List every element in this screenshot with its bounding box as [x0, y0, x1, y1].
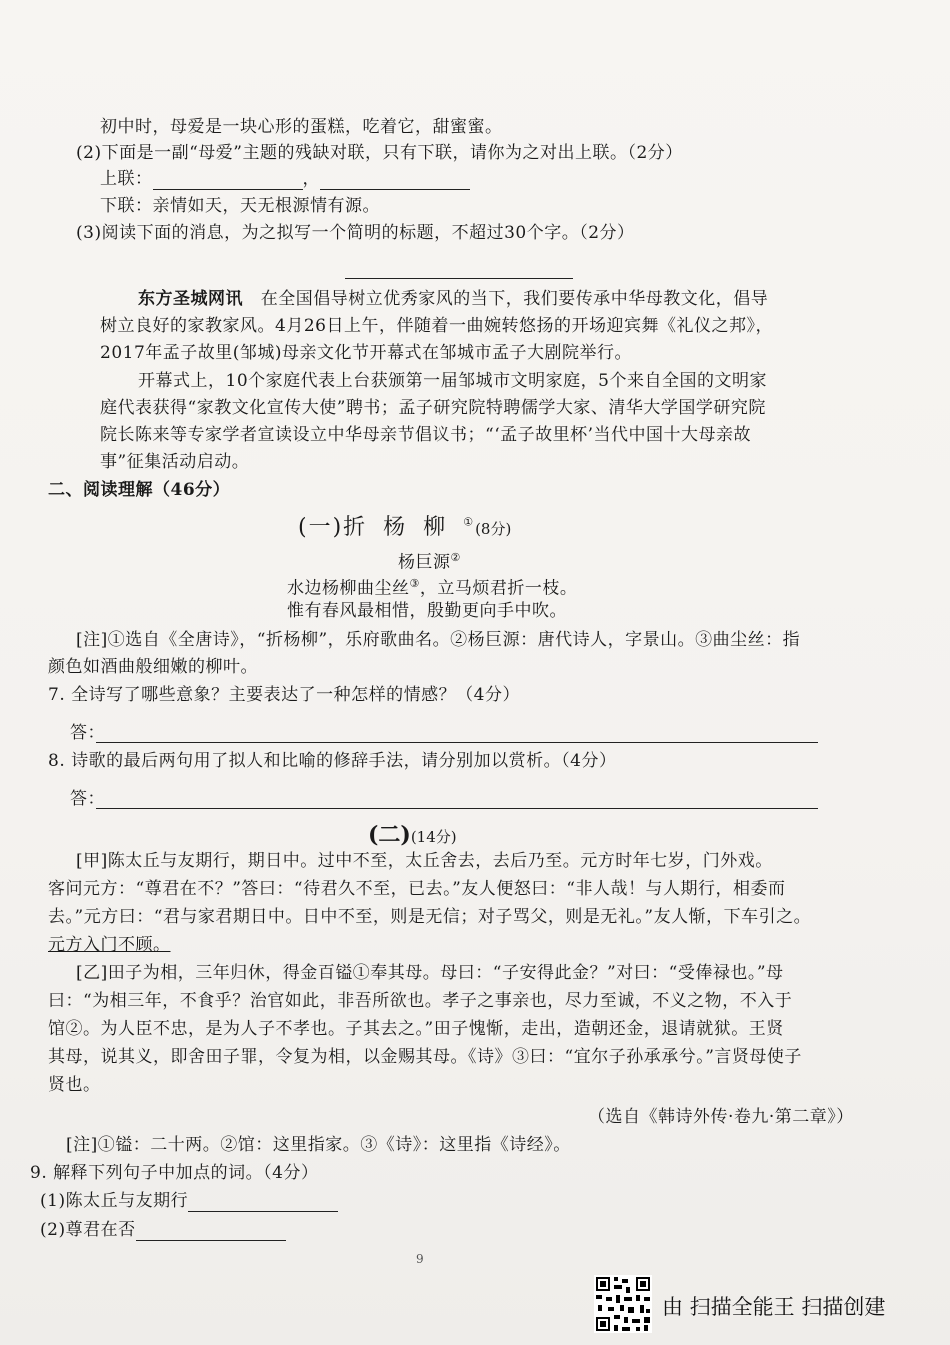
q9-2-blank[interactable]	[136, 1222, 286, 1241]
yi-line-3: 馆②。为人臣不忠，是为人子不孝也。子其去之。”田子愧惭，走出，造朝还金，退请就狱。王贤	[48, 1019, 784, 1039]
news-source: 东方圣城网讯	[138, 289, 243, 309]
question-9-1	[40, 1190, 338, 1212]
headline-answer-line[interactable]	[345, 278, 573, 279]
part-b-title	[368, 818, 457, 849]
qr-code-icon	[594, 1275, 652, 1333]
question-9: 9. 解释下列句子中加点的词。（4分）	[30, 1163, 319, 1183]
jia-line-3: 去。”元方曰：“君与家君期日中。日中不至，则是无信；对子骂父，则是无礼。”友人惭，下车引之。	[48, 907, 812, 927]
news-line-4: 开幕式上，10个家庭代表上台获颁第一届邹城市文明家庭，5个来自全国的文明家	[138, 371, 767, 391]
yi-line-5: 贤也。	[48, 1075, 101, 1095]
yi-line-2: 曰：“为相三年，不食乎？治官如此，非吾所欲也。孝子之事亲也，尽力至诚，不义之物，不入于	[48, 991, 793, 1011]
poem-author	[398, 547, 461, 574]
yi-line-1: [乙]田子为相，三年归休，得金百镒①奉其母。母曰：“子安得此金？”对曰：“受俸禄也。”母	[76, 963, 784, 983]
news-text-1: 在全国倡导树立优秀家风的当下，我们要传承中华母教文化，倡导	[260, 289, 769, 309]
news-line-5: 庭代表获得“家教文化宣传大使”聘书；孟子研究院特聘儒学大家、清华大学国学研究院	[100, 398, 766, 418]
poem-line-1b: ，立马烦君折一枝。	[419, 578, 578, 599]
poem-note-2: 颜色如酒曲般细嫩的柳叶。	[48, 657, 258, 677]
page-number: 9	[416, 1252, 424, 1266]
answer-7-label: 答：	[70, 723, 105, 743]
part-b-score: (14分)	[410, 828, 457, 846]
q9-1-blank[interactable]	[188, 1193, 338, 1212]
jia-line-4: 元方入门不顾。	[48, 935, 171, 955]
news-line-3: 2017年孟子故里(邹城)母亲文化节开幕式在邹城市孟子大剧院举行。	[100, 343, 633, 363]
question-9-2	[40, 1219, 286, 1241]
poem-name: 折杨柳	[343, 515, 464, 540]
poem-note-1: [注]①选自《全唐诗》，“折杨柳”，乐府歌曲名。②杨巨源：唐代诗人，字景山。③曲尘丝：指	[76, 630, 801, 650]
section-2-heading: 二、阅读理解（46分）	[48, 480, 231, 500]
upper-blank-1[interactable]	[153, 171, 303, 190]
jia-line-1: [甲]陈太丘与友期行，期日中。过中不至，太丘舍去，去后乃至。元方时年七岁，门外戏。	[76, 851, 773, 871]
upper-blank-2[interactable]	[320, 171, 470, 190]
poem-title	[298, 510, 511, 541]
q9-1-text: (1)陈太丘与友期行	[40, 1191, 189, 1211]
scanner-watermark-text: 由 扫描全能王 扫描创建	[662, 1295, 886, 1319]
text-source: （选自《韩诗外传·卷九·第二章》）	[588, 1107, 854, 1127]
news-line-2: 树立良好的家教家风。4月26日上午，伴随着一曲婉转悠扬的开场迎宾舞《礼仪之邦》，	[100, 316, 773, 336]
news-line-6: 院长陈来等专家学者宣读设立中华母亲节倡议书；“‘孟子故里杯’当代中国十大母亲故	[100, 425, 751, 445]
poem-author-name: 杨巨源	[398, 552, 451, 573]
couplet-upper-line	[100, 168, 470, 190]
poem-note-mark-3: ③	[409, 577, 420, 590]
part-b-label: (二)	[368, 822, 411, 848]
question-2: (2)下面是一副“母爱”主题的残缺对联，只有下联，请你为之对出上联。（2分）	[76, 143, 683, 163]
question-7: 7. 全诗写了哪些意象？主要表达了一种怎样的情感？（4分）	[48, 685, 520, 705]
upper-comma: ，	[302, 169, 320, 189]
question-3: (3)阅读下面的消息，为之拟写一个简明的标题，不超过30个字。（2分）	[76, 223, 635, 243]
answer-8-label: 答：	[70, 789, 105, 809]
poem-score: (8分)	[475, 520, 512, 538]
poem-note-mark-1: ①	[463, 515, 476, 529]
news-line-7: 事”征集活动启动。	[100, 452, 250, 472]
jia-line-2: 客问元方：“尊君在不？”答曰：“待君久不至，已去。”友人便怒曰：“非人哉！与人期行，相委而	[48, 879, 786, 899]
couplet-lower-line: 下联：亲情如天，天无根源情有源。	[100, 196, 380, 216]
yi-line-4: 其母，说其义，即舍田子罪，令复为相，以金赐其母。《诗》③曰：“宜尔子孙承承兮。”言贤母使子	[48, 1047, 802, 1067]
scanner-watermark	[594, 1275, 934, 1335]
poem-line-1	[287, 573, 577, 600]
poem-note-mark-2: ②	[450, 551, 461, 564]
answer-8-line[interactable]	[96, 808, 818, 809]
text-note: [注]①镒：二十两。②馆：这里指家。③《诗》：这里指《诗经》。	[66, 1135, 571, 1155]
answer-7-line[interactable]	[96, 742, 818, 743]
poem-line-2: 惟有春风最相惜，殷勤更向手中吹。	[287, 601, 567, 621]
poem-label: (一)	[298, 515, 344, 540]
upper-label: 上联：	[100, 169, 153, 189]
news-line-1	[138, 288, 768, 310]
poem-line-1a: 水边杨柳曲尘丝	[287, 578, 410, 599]
q9-2-text: (2)尊君在否	[40, 1220, 136, 1240]
text-line-cake: 初中时，母爱是一块心形的蛋糕，吃着它，甜蜜蜜。	[100, 117, 503, 137]
question-8: 8. 诗歌的最后两句用了拟人和比喻的修辞手法，请分别加以赏析。（4分）	[48, 751, 617, 771]
